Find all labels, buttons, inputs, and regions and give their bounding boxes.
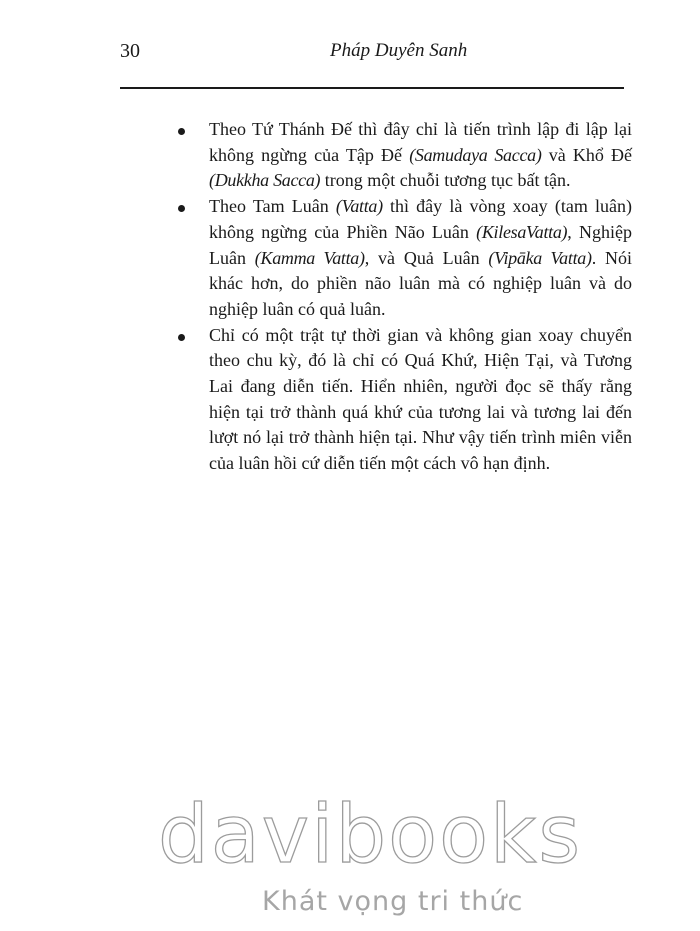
header-divider: [120, 87, 624, 89]
pali-term: (Kamma Vatta): [254, 247, 365, 268]
bullet-dot-icon: [178, 128, 185, 135]
running-title: Pháp Duyên Sanh: [330, 40, 468, 61]
bullet-text: [209, 325, 632, 474]
text-run: Theo Tứ Thánh Đế thì đây chỉ là tiến trình lập đi lập lại không ngừng của Tập Đế: [209, 119, 632, 165]
bullet-item: [172, 323, 632, 477]
text-run: , và Quả Luân: [364, 247, 489, 268]
text-run: Theo Tam Luân: [209, 196, 336, 217]
watermark: [0, 790, 700, 931]
bullet-dot-icon: [178, 205, 185, 212]
text-run: trong một chuỗi tương tục bất tận.: [320, 170, 571, 191]
bullet-item: [172, 194, 632, 323]
text-run: và Khổ Đế: [541, 144, 632, 165]
pali-term: (Vipāka Vatta): [488, 247, 592, 268]
text-run: , Nghiệp Luân: [209, 221, 632, 268]
bullet-item: [172, 117, 632, 194]
bullet-text: [209, 119, 632, 190]
pali-term: (Dukkha Sacca): [209, 170, 321, 191]
pali-term: (Samudaya Sacca): [409, 144, 542, 165]
pali-term: (Vatta): [335, 196, 383, 217]
bullet-dot-icon: [178, 334, 185, 341]
text-run: Chỉ có một trật tự thời gian và không gian xoay chuyển theo chu kỳ, đó là chỉ có Quá Khứ, Hiện Tại, và Tương Lai đang diễn tiến. Hiển nhiên, người đọc sẽ thấy rằng hiện tại trở thành quá khứ của tương lai và tương lai đến lượt nó lại trở thành hiện tại. Như vậy tiến trình miên viễn của luân hồi cứ diễn tiến một cách vô hạn định.: [209, 324, 632, 474]
watermark-slogan: Khát vọng tri thức: [262, 886, 524, 917]
bullet-text: [209, 196, 632, 319]
page-number: 30: [120, 40, 140, 62]
text-run: . Nói khác hơn, do phiền não luân mà có nghiệp luân và do nghiệp luân có quả luân.: [209, 247, 632, 319]
pali-term: (KilesaVatta): [476, 221, 568, 242]
watermark-brand: davibooks: [158, 788, 583, 881]
bullet-list: [172, 117, 632, 477]
text-run: thì đây là vòng xoay (tam luân) không ngừng của Phiền Não Luân: [209, 196, 632, 242]
